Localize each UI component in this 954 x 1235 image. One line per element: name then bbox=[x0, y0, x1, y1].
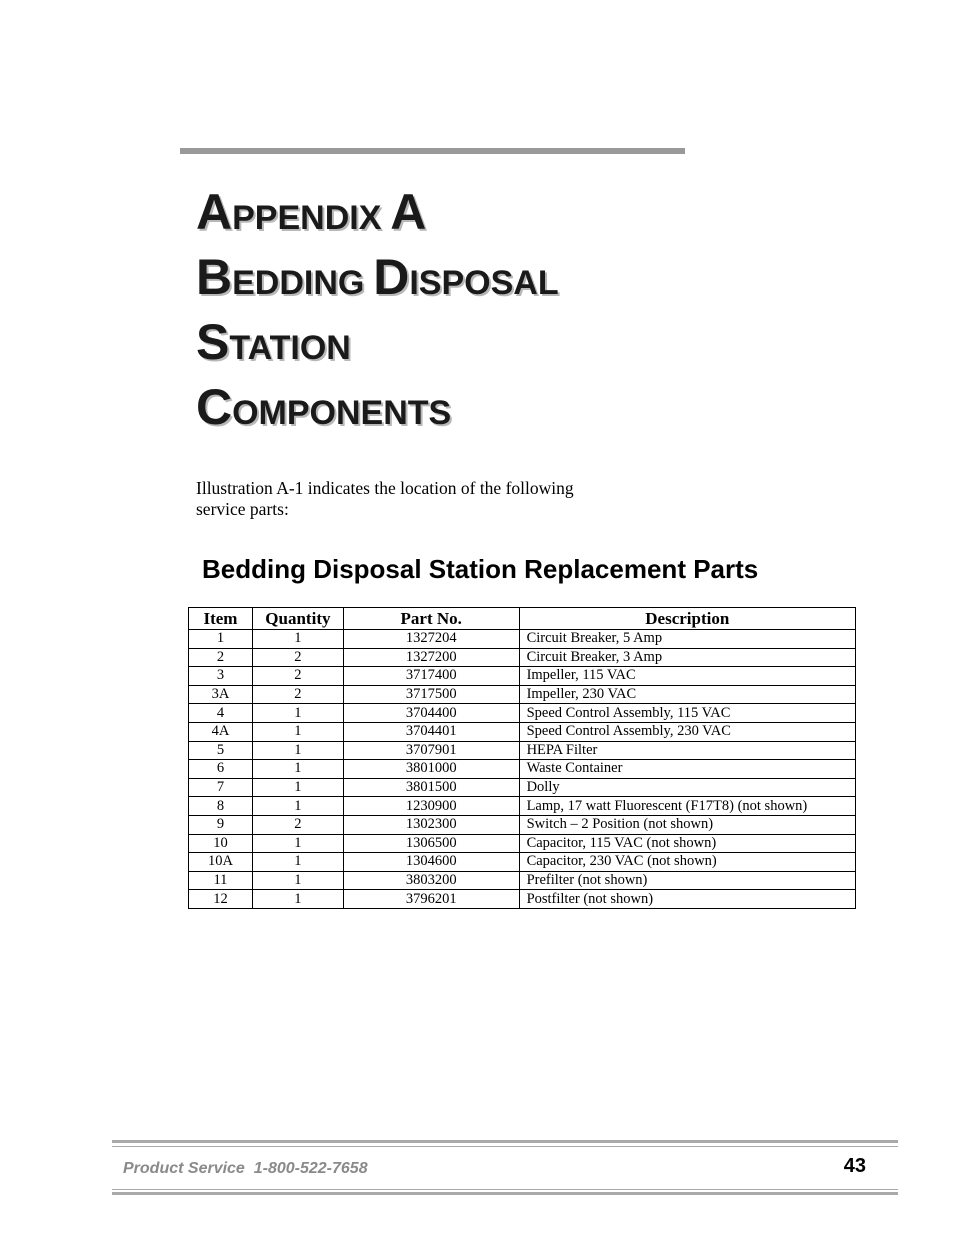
header-description: Description bbox=[519, 608, 855, 630]
cell-quantity: 1 bbox=[252, 853, 343, 872]
cell-item: 3A bbox=[189, 685, 253, 704]
cell-item: 2 bbox=[189, 648, 253, 667]
cell-quantity: 2 bbox=[252, 815, 343, 834]
cell-item: 5 bbox=[189, 741, 253, 760]
cell-description: Circuit Breaker, 3 Amp bbox=[519, 648, 855, 667]
cell-part-no: 3803200 bbox=[343, 871, 519, 890]
footer-contact: Product Service 1-800-522-7658 bbox=[123, 1160, 368, 1177]
header-item: Item bbox=[189, 608, 253, 630]
cell-part-no: 3717400 bbox=[343, 667, 519, 686]
cell-item: 10 bbox=[189, 834, 253, 853]
table-row bbox=[189, 630, 856, 649]
title-line-components: COMPONENTS bbox=[196, 379, 452, 435]
table-row bbox=[189, 890, 856, 909]
cell-item: 3 bbox=[189, 667, 253, 686]
header-part-no: Part No. bbox=[343, 608, 519, 630]
cell-part-no: 3796201 bbox=[343, 890, 519, 909]
cell-part-no: 3801000 bbox=[343, 760, 519, 779]
cell-item: 8 bbox=[189, 797, 253, 816]
cell-description: Speed Control Assembly, 115 VAC bbox=[519, 704, 855, 723]
title-line-bedding-disposal: BEDDING DISPOSAL bbox=[196, 249, 559, 305]
table-row bbox=[189, 853, 856, 872]
intro-paragraph: Illustration A-1 indicates the location of the following service parts: bbox=[196, 478, 574, 519]
cell-quantity: 1 bbox=[252, 834, 343, 853]
parts-table bbox=[188, 607, 856, 909]
cell-quantity: 1 bbox=[252, 760, 343, 779]
cell-item: 10A bbox=[189, 853, 253, 872]
table-row bbox=[189, 648, 856, 667]
cell-quantity: 2 bbox=[252, 648, 343, 667]
cell-part-no: 1302300 bbox=[343, 815, 519, 834]
title-line-appendix: APPENDIX A bbox=[196, 184, 427, 240]
cell-quantity: 1 bbox=[252, 797, 343, 816]
cell-item: 4 bbox=[189, 704, 253, 723]
cell-description: Impeller, 115 VAC bbox=[519, 667, 855, 686]
cell-part-no: 3704400 bbox=[343, 704, 519, 723]
table-row bbox=[189, 815, 856, 834]
cell-item: 7 bbox=[189, 778, 253, 797]
cell-item: 1 bbox=[189, 630, 253, 649]
cell-item: 9 bbox=[189, 815, 253, 834]
table-row bbox=[189, 667, 856, 686]
footer-rule bbox=[112, 1189, 898, 1190]
cell-quantity: 1 bbox=[252, 630, 343, 649]
footer-rule bbox=[112, 1140, 898, 1143]
cell-quantity: 1 bbox=[252, 890, 343, 909]
cell-quantity: 1 bbox=[252, 741, 343, 760]
table-header-row bbox=[189, 608, 856, 630]
cell-item: 4A bbox=[189, 722, 253, 741]
cell-part-no: 1327204 bbox=[343, 630, 519, 649]
cell-part-no: 3801500 bbox=[343, 778, 519, 797]
cell-description: Prefilter (not shown) bbox=[519, 871, 855, 890]
table-row bbox=[189, 704, 856, 723]
table-row bbox=[189, 834, 856, 853]
cell-description: Capacitor, 115 VAC (not shown) bbox=[519, 834, 855, 853]
cell-description: Lamp, 17 watt Fluorescent (F17T8) (not shown) bbox=[519, 797, 855, 816]
cell-description: Speed Control Assembly, 230 VAC bbox=[519, 722, 855, 741]
table-row bbox=[189, 685, 856, 704]
title-line-station: STATION bbox=[196, 314, 351, 370]
cell-part-no: 1327200 bbox=[343, 648, 519, 667]
table-row bbox=[189, 741, 856, 760]
cell-description: Capacitor, 230 VAC (not shown) bbox=[519, 853, 855, 872]
cell-part-no: 1304600 bbox=[343, 853, 519, 872]
page-title bbox=[196, 180, 559, 440]
cell-part-no: 3717500 bbox=[343, 685, 519, 704]
cell-quantity: 1 bbox=[252, 871, 343, 890]
top-rule bbox=[180, 148, 685, 154]
header-quantity: Quantity bbox=[252, 608, 343, 630]
cell-quantity: 1 bbox=[252, 778, 343, 797]
table-row bbox=[189, 722, 856, 741]
cell-part-no: 3707901 bbox=[343, 741, 519, 760]
cell-part-no: 1230900 bbox=[343, 797, 519, 816]
cell-item: 12 bbox=[189, 890, 253, 909]
cell-description: HEPA Filter bbox=[519, 741, 855, 760]
footer-rule bbox=[112, 1192, 898, 1195]
cell-part-no: 3704401 bbox=[343, 722, 519, 741]
parts-table-body bbox=[189, 630, 856, 909]
cell-description: Impeller, 230 VAC bbox=[519, 685, 855, 704]
cell-description: Waste Container bbox=[519, 760, 855, 779]
table-row bbox=[189, 760, 856, 779]
cell-description: Circuit Breaker, 5 Amp bbox=[519, 630, 855, 649]
cell-quantity: 2 bbox=[252, 667, 343, 686]
cell-quantity: 2 bbox=[252, 685, 343, 704]
footer-rule bbox=[112, 1146, 898, 1147]
table-row bbox=[189, 797, 856, 816]
cell-quantity: 1 bbox=[252, 722, 343, 741]
table-row bbox=[189, 778, 856, 797]
page-number: 43 bbox=[843, 1155, 866, 1177]
cell-description: Postfilter (not shown) bbox=[519, 890, 855, 909]
cell-description: Switch – 2 Position (not shown) bbox=[519, 815, 855, 834]
table-row bbox=[189, 871, 856, 890]
cell-part-no: 1306500 bbox=[343, 834, 519, 853]
cell-item: 6 bbox=[189, 760, 253, 779]
cell-description: Dolly bbox=[519, 778, 855, 797]
section-heading: Bedding Disposal Station Replacement Parts bbox=[202, 554, 759, 584]
cell-item: 11 bbox=[189, 871, 253, 890]
cell-quantity: 1 bbox=[252, 704, 343, 723]
